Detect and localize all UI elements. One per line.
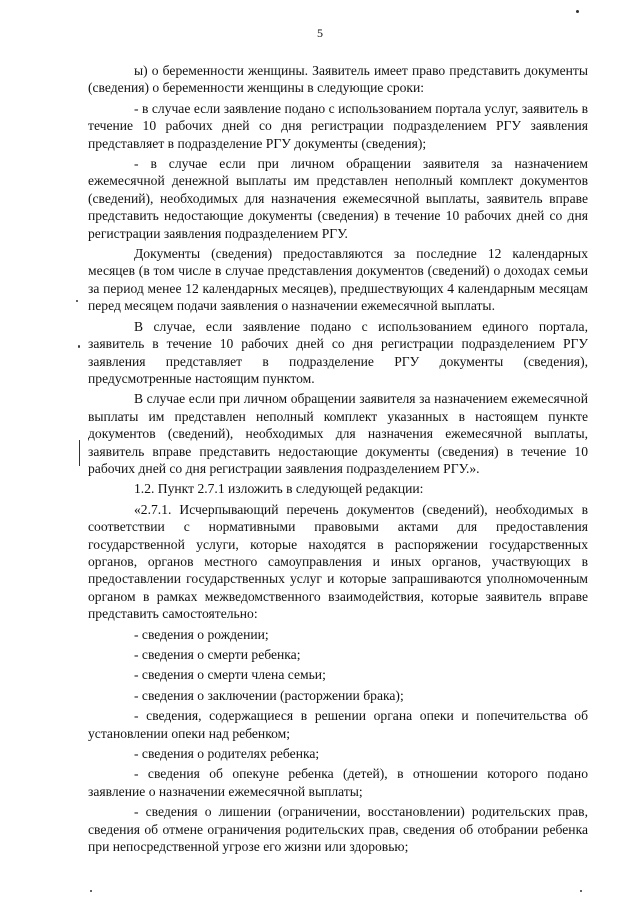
scan-speck	[79, 440, 80, 466]
list-item: - сведения о заключении (расторжении брака);	[134, 687, 404, 703]
paragraph: - в случае если при личном обращении заявителя за назначением ежемесячной денежной выплаты им представлен неполный комплект документов (сведений), необходимых для назначения ежемесячной выплаты, заявитель вправе представить недостающие документы (сведения) в течение 10 рабочих дней со дня регистрации заявления подразделением РГУ.	[88, 156, 588, 241]
scan-speck	[76, 300, 78, 302]
paragraph: - в случае если заявление подано с использованием портала услуг, заявитель в течение 10 рабочих дней со дня регистрации подразделением РГУ заявления представляет в подразделение РГУ документы (сведения);	[88, 100, 588, 151]
page-number: 5	[317, 26, 323, 40]
paragraph: 1.2. Пункт 2.7.1 изложить в следующей редакции:	[134, 481, 424, 497]
scan-speck	[90, 890, 92, 892]
paragraph: ы) о беременности женщины. Заявитель имеет право представить документы (сведения) о беременности женщины в следующие сроки:	[88, 63, 588, 96]
scan-speck	[576, 10, 579, 13]
paragraph: В случае, если заявление подано с использованием единого портала, заявитель в течение 10 рабочих дней со дня регистрации подразделением РГУ заявления представляет в подразделение РГУ документы (сведения), предусмотренные настоящим пунктом.	[88, 318, 588, 386]
scan-speck	[580, 890, 582, 892]
list-item: - сведения о рождении;	[134, 626, 269, 642]
list-item: - сведения о смерти члена семьи;	[134, 667, 326, 683]
paragraph: Документы (сведения) предоставляются за последние 12 календарных месяцев (в том числе в случае представления документов (сведений) о доходах семьи за период менее 12 календарных месяцев), предшествующих 4 календарным месяцам перед месяцем подачи заявления о назначении ежемесячной выплаты.	[88, 246, 588, 314]
list-item: - сведения о родителях ребенка;	[134, 746, 320, 762]
list-item: - сведения о лишении (ограничении, восстановлении) родительских прав, сведения об отмене ограничения родительских прав, сведения об отобрании ребенка при непосредственной угрозе его жизни или здоровью;	[88, 804, 588, 855]
document-body	[88, 62, 588, 858]
paragraph: «2.7.1. Исчерпывающий перечень документов (сведений), необходимых в соответствии с нормативными правовыми актами для предоставления государственной услуги, которые находятся в распоряжении государственных органов, органов местного самоуправления и иных органов, участвующих в предоставлении государственных услуг и которые запрашиваются уполномоченным органом в рамках межведомственного взаимодействия, которые заявитель вправе представить самостоятельно:	[88, 501, 588, 622]
list-item: - сведения об опекуне ребенка (детей), в отношении которого подано заявление о назначении ежемесячной выплаты;	[88, 766, 588, 799]
scan-speck	[78, 345, 80, 348]
list-item: - сведения о смерти ребенка;	[134, 647, 301, 662]
list-item: - сведения, содержащиеся в решении органа опеки и попечительства об установлении опеки над ребенком;	[88, 708, 588, 741]
paragraph: В случае если при личном обращении заявителя за назначением ежемесячной выплаты им представлен неполный комплект указанных в настоящем пункте документов (сведений), необходимых для назначения ежемесячной выплаты, заявитель вправе представить недостающие документы (сведения) в течение 10 рабочих дней со дня регистрации заявления подразделением РГУ.».	[88, 391, 588, 476]
